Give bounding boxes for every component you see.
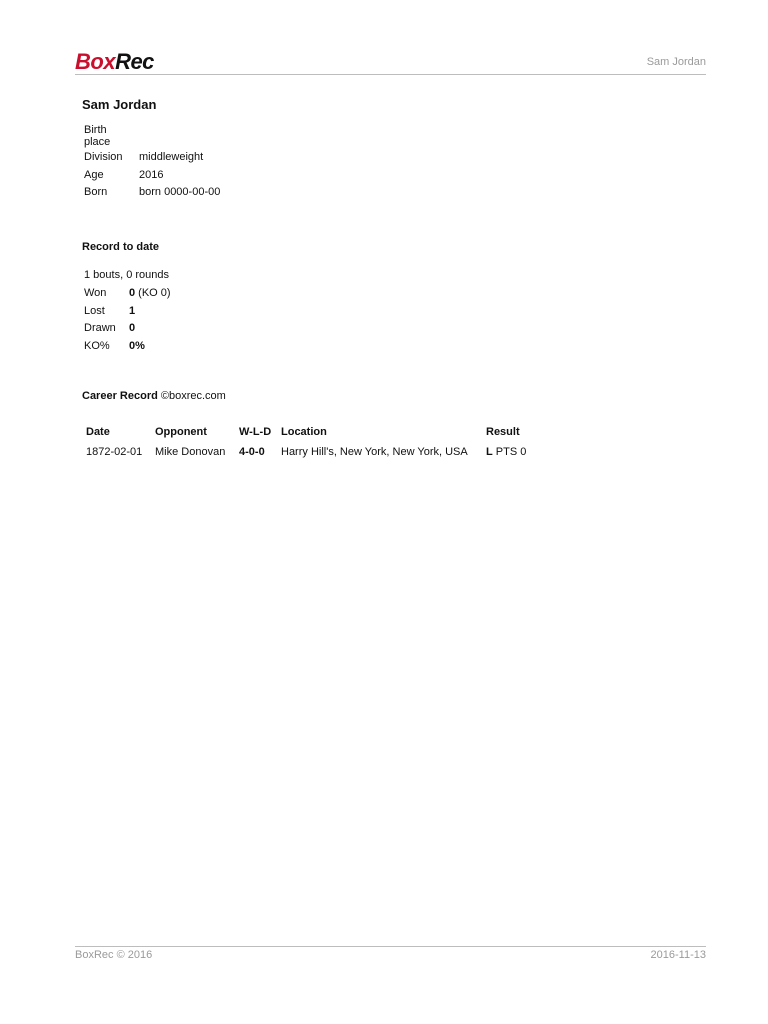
info-row-born	[82, 183, 222, 201]
opponent-draws: 0	[258, 445, 265, 458]
lost-value: 1	[129, 304, 136, 317]
boxer-info-table	[82, 124, 222, 201]
record-table	[82, 284, 173, 355]
result-letter: L	[486, 445, 493, 458]
record-row-lost	[82, 302, 173, 320]
header-wld: W-L-D	[239, 425, 272, 438]
drawn-label: Drawn	[84, 322, 116, 335]
career-record-table	[82, 422, 550, 462]
career-record-copyright: ©boxrec.com	[157, 390, 226, 402]
info-row-birth-place	[82, 124, 222, 148]
career-header-row	[82, 422, 550, 441]
lost-label: Lost	[84, 304, 105, 317]
info-value: born 0000-00-00	[139, 186, 221, 199]
header-opponent: Opponent	[155, 425, 207, 438]
header-boxer-name: Sam Jordan	[646, 56, 706, 68]
won-label: Won	[84, 286, 107, 299]
logo-box-text: Box	[75, 49, 116, 74]
footer-date: 2016-11-13	[650, 949, 706, 961]
record-to-date-heading: Record to date	[82, 241, 160, 253]
opponent-losses: 0	[248, 445, 255, 458]
won-ko: (KO 0)	[135, 286, 171, 299]
ko-pct-value: 0%	[129, 339, 145, 352]
bouts-rounds-summary: 1 bouts, 0 rounds	[84, 269, 170, 281]
record-row-ko-pct	[82, 337, 173, 355]
opponent-wins: 4	[239, 445, 246, 458]
header-location: Location	[281, 425, 327, 438]
info-label: Born	[84, 186, 108, 199]
header-date: Date	[86, 425, 110, 438]
info-value: 2016	[139, 168, 164, 181]
page-header	[75, 50, 706, 75]
record-row-won	[82, 284, 173, 302]
boxrec-logo[interactable]	[75, 50, 154, 74]
career-record-title: Career Record	[82, 390, 158, 402]
info-value: middleweight	[139, 150, 204, 163]
info-label: Division	[84, 150, 123, 163]
logo-rec-text: Rec	[115, 49, 154, 74]
bout-location: Harry Hill's, New York, New York, USA	[281, 445, 468, 458]
page-footer	[75, 946, 706, 967]
bout-opponent[interactable]: Mike Donovan	[155, 445, 226, 458]
info-label: Age	[84, 168, 104, 181]
info-row-division	[82, 148, 222, 166]
footer-copyright: BoxRec © 2016	[75, 949, 153, 961]
drawn-value: 0	[129, 322, 136, 335]
career-record-heading	[82, 390, 226, 402]
bout-result	[482, 441, 550, 462]
record-row-drawn	[82, 319, 173, 337]
won-value: 0	[129, 286, 136, 299]
info-row-age	[82, 166, 222, 184]
ko-pct-label: KO%	[84, 339, 110, 352]
bout-date: 1872-02-01	[86, 445, 143, 458]
result-detail: PTS 0	[492, 445, 527, 458]
won-cell	[127, 284, 173, 302]
boxer-name-title: Sam Jordan	[82, 97, 157, 112]
table-row	[82, 441, 550, 462]
info-label: Birth place	[84, 124, 111, 148]
info-value	[137, 124, 222, 148]
header-result: Result	[486, 425, 520, 438]
opponent-wld: 4-0-0	[239, 445, 265, 458]
